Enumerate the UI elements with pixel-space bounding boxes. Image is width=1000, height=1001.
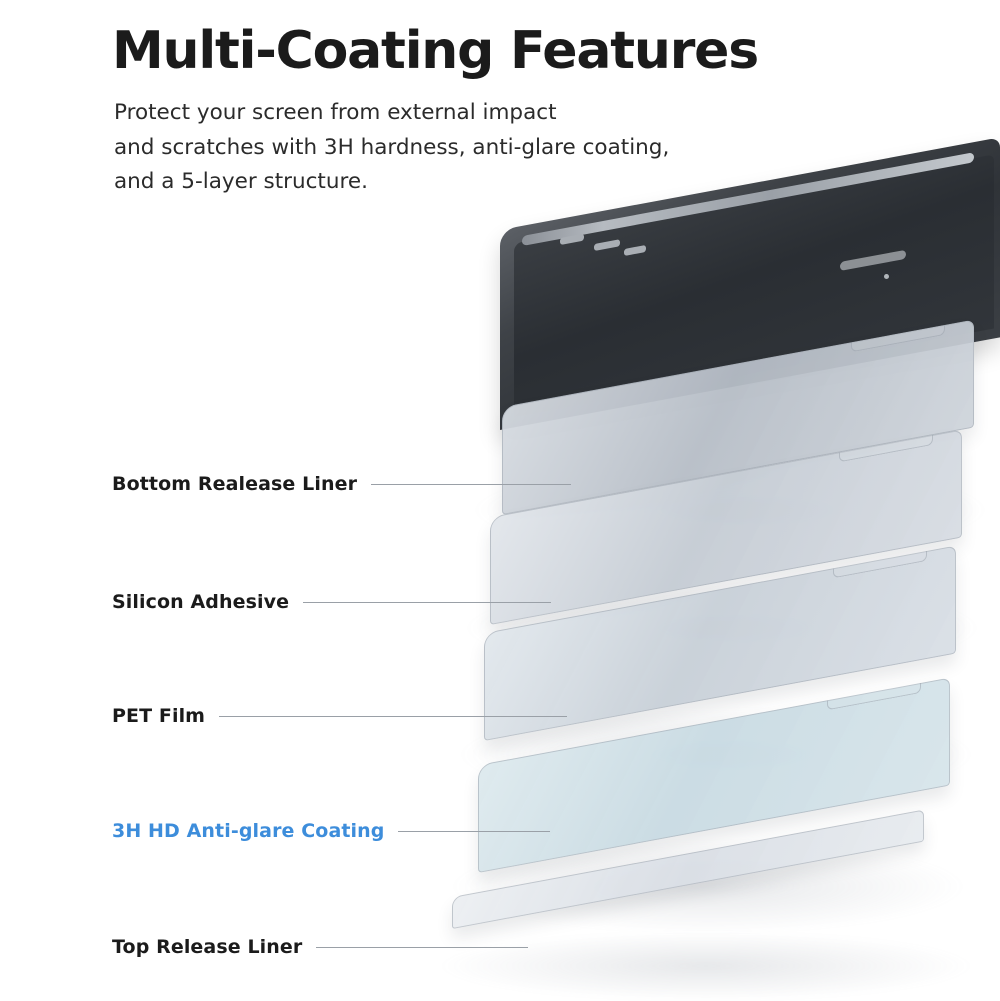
- layer-label: Silicon Adhesive: [112, 591, 290, 613]
- subtitle-line-2: and scratches with 3H hardness, anti-glare coating,: [114, 134, 670, 160]
- layer-label: Top Release Liner: [112, 936, 303, 958]
- layer-notch: [827, 683, 921, 710]
- leader-line: [303, 602, 551, 603]
- callout-bottom-release-liner: [112, 473, 577, 495]
- subtitle-line-3: and a 5-layer structure.: [114, 169, 368, 195]
- callout-anti-glare-coating: [112, 820, 556, 842]
- layer-label: PET Film: [112, 705, 206, 727]
- leader-line: [398, 831, 550, 832]
- callout-pet-film: [112, 705, 573, 727]
- leader-line: [219, 716, 567, 717]
- callout-silicon-adhesive: [112, 591, 557, 613]
- header: [112, 22, 892, 200]
- subtitle-line-1: Protect your screen from external impact: [114, 99, 557, 125]
- leader-line: [371, 484, 571, 485]
- page-title: Multi-Coating Features: [112, 21, 758, 81]
- leader-line: [316, 947, 528, 948]
- callout-top-release-liner: [112, 936, 534, 958]
- camera-lens-icon: [884, 274, 889, 279]
- layer-label: 3H HD Anti-glare Coating: [112, 820, 385, 842]
- layer-label: Bottom Realease Liner: [112, 473, 358, 495]
